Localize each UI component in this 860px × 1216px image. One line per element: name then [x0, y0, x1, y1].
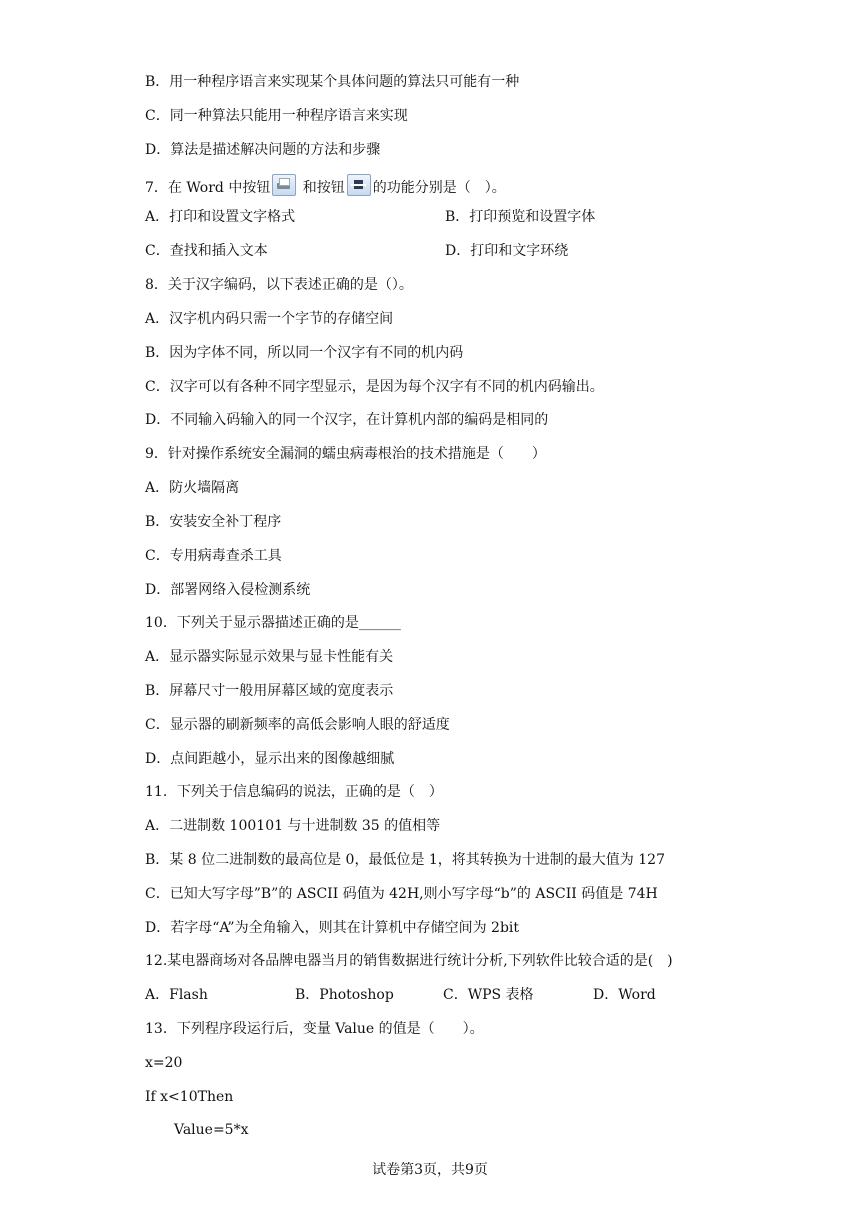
q10-option-b: B．屏幕尺寸一般用屏幕区域的宽度表示 — [145, 683, 394, 699]
q6-option-c: C．同一种算法只能用一种程序语言来实现 — [145, 108, 408, 124]
printer-icon — [272, 174, 296, 196]
q7-option-d: D．打印和文字环绕 — [445, 243, 569, 259]
q8-option-c: C．汉字可以有各种不同字型显示，是因为每个汉字有不同的机内码输出。 — [145, 379, 604, 395]
q7-stem — [145, 174, 506, 198]
q12-option-c: C．WPS 表格 — [443, 987, 534, 1003]
q7-stem-mid: 和按钮 — [298, 180, 345, 196]
q9-option-b: B．安装安全补丁程序 — [145, 514, 282, 530]
q10-stem: 10．下列关于显示器描述正确的是______ — [145, 615, 401, 631]
code-line-2: If x<10Then — [145, 1089, 234, 1105]
q11-option-c: C．已知大写字母”B”的 ASCII 码值为 42H,则小写字母“b”的 ASCII 码值是 74H — [145, 886, 658, 902]
q7-stem-prefix: 7．在 Word 中按钮 — [145, 180, 271, 196]
q8-option-b: B．因为字体不同，所以同一个汉字有不同的机内码 — [145, 345, 464, 361]
q7-option-c: C．查找和插入文本 — [145, 243, 268, 259]
q8-option-d: D．不同输入码输入的同一个汉字，在计算机内部的编码是相同的 — [145, 412, 549, 428]
q7-stem-suffix: 的功能分别是（ ）。 — [372, 180, 506, 196]
q7-option-b: B．打印预览和设置字体 — [445, 209, 596, 225]
q8-option-a: A．汉字机内码只需一个字节的存储空间 — [145, 311, 394, 327]
q8-stem: 8．关于汉字编码，以下表述正确的是（）。 — [145, 277, 413, 293]
code-line-3: Value=5*x — [174, 1122, 249, 1138]
q7-option-a: A．打印和设置文字格式 — [145, 209, 296, 225]
q9-option-d: D．部署网络入侵检测系统 — [145, 582, 311, 598]
q12-option-b: B．Photoshop — [295, 987, 394, 1003]
q11-option-d: D．若字母“A”为全角输入，则其在计算机中存储空间为 2bit — [145, 920, 520, 936]
text-wrap-icon — [347, 174, 371, 196]
q11-option-a: A．二进制数 100101 与十进制数 35 的值相等 — [145, 818, 441, 834]
q10-option-c: C．显示器的刷新频率的高低会影响人眼的舒适度 — [145, 717, 450, 733]
q11-option-b: B．某 8 位二进制数的最高位是 0，最低位是 1，将其转换为十进制的最大值为 127 — [145, 852, 665, 868]
q9-option-c: C．专用病毒查杀工具 — [145, 548, 282, 564]
q13-stem: 13．下列程序段运行后，变量 Value 的值是（ ）。 — [145, 1021, 484, 1037]
code-line-1: x=20 — [145, 1055, 183, 1071]
q6-option-b: B．用一种程序语言来实现某个具体问题的算法只可能有一种 — [145, 74, 520, 90]
q10-option-a: A．显示器实际显示效果与显卡性能有关 — [145, 649, 394, 665]
q9-stem: 9．针对操作系统安全漏洞的蠕虫病毒根治的技术措施是（ ） — [145, 446, 546, 462]
q12-option-a: A．Flash — [145, 987, 208, 1003]
q10-option-d: D．点间距越小，显示出来的图像越细腻 — [145, 751, 395, 767]
page-footer: 试卷第3页，共9页 — [372, 1162, 488, 1178]
q6-option-d: D．算法是描述解决问题的方法和步骤 — [145, 142, 381, 158]
q11-stem: 11．下列关于信息编码的说法，正确的是（ ） — [145, 784, 443, 800]
q9-option-a: A．防火墙隔离 — [145, 480, 240, 496]
q12-stem: 12.某电器商场对各品牌电器当月的销售数据进行统计分析,下列软件比较合适的是( ) — [145, 953, 673, 969]
q12-option-d: D．Word — [593, 987, 656, 1003]
